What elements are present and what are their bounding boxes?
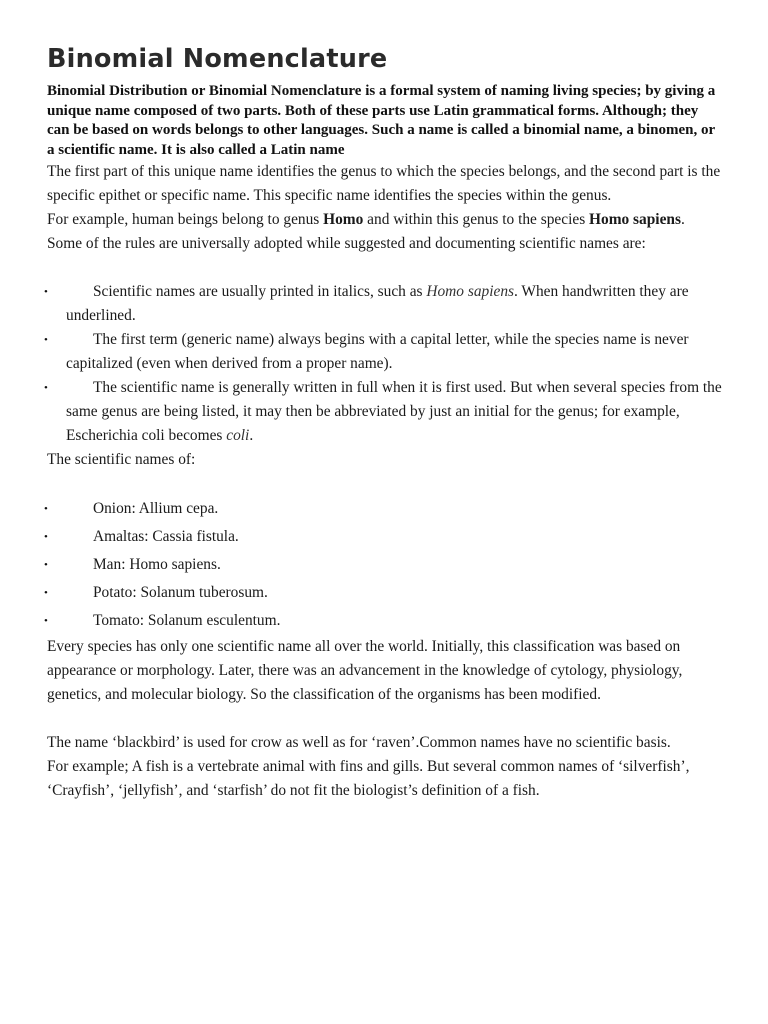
scientific-name: Potato: Solanum tuberosum. [93, 584, 268, 602]
scientific-name: Tomato: Solanum esculentum. [93, 612, 281, 630]
bullet-icon: • [44, 615, 48, 628]
rule-text: The scientific name is generally written in full when it is first used. But when several species from the same genus are being listed, it may then be abbreviated by just an initial for the genus; for example, Escherichia coli becomes [66, 379, 722, 445]
scientific-name: Amaltas: Cassia fistula. [93, 528, 239, 546]
example-suffix: . [680, 211, 685, 229]
spacer [47, 256, 722, 280]
bullet-icon: • [44, 286, 48, 299]
list-item [44, 579, 722, 607]
list-item [44, 523, 722, 551]
rules-list [44, 280, 722, 448]
scientific-name: Onion: Allium cepa. [93, 500, 219, 518]
list-item [44, 328, 722, 376]
list-item [44, 376, 722, 448]
scientific-name: Man: Homo sapiens. [93, 556, 221, 574]
rules-intro-paragraph: Some of the rules are universally adopted while suggested and documenting scientific names are: [47, 235, 646, 253]
rule-text: The first term (generic name) always begins with a capital letter, while the species name is never capitalized (even when derived from a proper name). [66, 331, 689, 373]
bullet-icon: • [44, 503, 48, 516]
bullet-icon: • [44, 559, 48, 572]
list-item [44, 280, 722, 328]
example-paragraph [47, 208, 722, 232]
genus-paragraph: The first part of this unique name identifies the genus to which the species belongs, and the second part is the specific epithet or specific name. This specific name identifies the species within the genus. [47, 163, 721, 205]
scientific-names-list [44, 495, 722, 635]
rule-italic-term: Homo sapiens [426, 283, 515, 301]
fish-paragraph: For example; A fish is a vertebrate animal with fins and gills. But several common names of ‘silverfish’, ‘Crayfish’, ‘jellyfish’, and ‘starfish’ do not fit the biologist’s definition of a fish. [47, 758, 690, 800]
list-item [44, 495, 722, 523]
page-title: Binomial Nomenclature [47, 44, 388, 74]
list-item [44, 607, 722, 635]
unique-name-paragraph: Every species has only one scientific name all over the world. Initially, this classification was based on appearance or morphology. Later, there was an advancement in the knowledge of cytology, physiology, genetics, and molecular biology. So the classification of the organisms has been modified. [47, 638, 683, 704]
rule-text: Scientific names are usually printed in italics, such as [93, 283, 427, 301]
example-middle: and within this genus to the species [363, 211, 590, 229]
example-species: Homo sapiens [589, 211, 681, 229]
example-prefix: For example, human beings belong to genus [47, 211, 324, 229]
bullet-icon: • [44, 334, 48, 347]
rule-text: . [249, 427, 254, 445]
rule-text: . When handwritten they are underlined. [66, 283, 689, 325]
example-genus: Homo [323, 211, 364, 229]
names-heading: The scientific names of: [47, 451, 196, 469]
list-item [44, 551, 722, 579]
blackbird-paragraph: The name ‘blackbird’ is used for crow as well as for ‘raven’.Common names have no scientific basis. [47, 734, 671, 752]
intro-paragraph: Binomial Distribution or Binomial Nomenclature is a formal system of naming living species; by giving a unique name composed of two parts. Both of these parts use Latin grammatical forms. Although; they can be based on words belongs to other languages. Such a name is called a binomial name, a binomen, or a scientific name. It is also called a Latin name [47, 83, 716, 158]
spacer [47, 472, 722, 495]
bullet-icon: • [44, 382, 48, 395]
bullet-icon: • [44, 587, 48, 600]
rule-italic-term: coli [226, 427, 250, 445]
spacer [47, 707, 722, 731]
bullet-icon: • [44, 531, 48, 544]
